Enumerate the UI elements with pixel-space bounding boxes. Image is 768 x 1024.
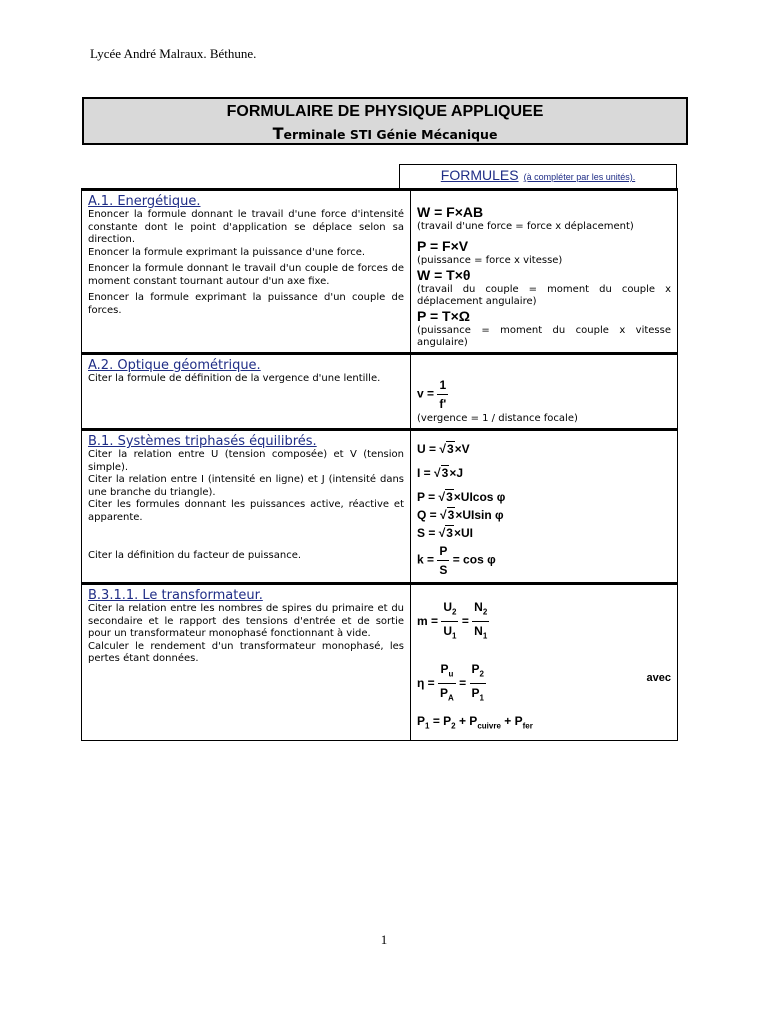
formula-rhs: ×UI	[453, 526, 473, 540]
numerator	[438, 660, 456, 684]
formula: P = F×V	[417, 238, 469, 254]
subtitle-rest: erminale STI Génie Mécanique	[283, 127, 498, 142]
formula	[417, 506, 671, 524]
formula-table	[81, 188, 678, 741]
question: Enoncer la formule exprimant la puissance d'une force.	[88, 246, 366, 258]
formula	[417, 524, 671, 542]
b311-formulas	[411, 584, 678, 741]
formula-lhs: η =	[417, 675, 435, 690]
formula: W = F×AB	[417, 204, 484, 220]
b311-questions	[82, 584, 411, 741]
b1-formulas	[411, 430, 678, 584]
formula: η = $\frac{P_u}{P_A}$ = $\frac{P_2}{P_1}$ avec	[417, 660, 671, 708]
subscript: 1	[482, 631, 488, 641]
fraction	[472, 598, 489, 646]
formules-note: (à compléter par les unités).	[523, 172, 636, 182]
numerator	[441, 598, 458, 622]
formula-rhs: = cos φ	[452, 552, 496, 567]
subscript: 2	[479, 669, 484, 679]
denominator: S	[439, 563, 448, 577]
radicand: 3	[446, 490, 453, 504]
subscript: 1	[425, 720, 430, 730]
symbol: U	[443, 600, 453, 614]
section-a2	[82, 354, 678, 430]
sqrt: √3	[434, 466, 449, 480]
formula-rhs: ×UIsin φ	[455, 508, 504, 522]
formula: m = $\frac{U_2}{U_1}$ = $\frac{N_2}{N_1}$	[417, 598, 671, 646]
school-name: Lycée André Malraux. Béthune.	[90, 46, 257, 61]
radicand: 3	[446, 526, 453, 540]
symbol: U	[443, 624, 453, 639]
denominator: f'	[439, 397, 447, 411]
section-b311	[82, 584, 678, 741]
formules-label: FORMULES	[440, 167, 519, 183]
formules-header	[399, 164, 677, 188]
sqrt: √3	[439, 442, 454, 456]
a1-formulas	[411, 190, 678, 354]
subscript: 2	[482, 607, 488, 617]
formula	[417, 464, 671, 482]
subscript: fer	[522, 720, 533, 730]
section-title: A.1. Energétique.	[88, 194, 201, 209]
subscript: A	[448, 693, 454, 703]
avec-label: avec	[646, 671, 671, 684]
title-box	[82, 97, 688, 145]
question: Citer la formule de définition de la vergence d'une lentille.	[88, 373, 381, 384]
subscript: 1	[452, 631, 457, 641]
formula-lhs: v =	[417, 386, 435, 401]
numerator	[470, 660, 486, 684]
formula	[417, 440, 671, 458]
formula-note: (vergence = 1 / distance focale)	[417, 413, 578, 424]
subscript: 2	[451, 720, 456, 730]
formula-rhs: ×V	[454, 442, 470, 456]
formula-note: (travail du couple = moment du couple x déplacement angulaire)	[417, 284, 671, 307]
radicand: 3	[447, 508, 455, 522]
question: Citer la définition du facteur de puissance.	[88, 550, 302, 561]
denominator	[470, 684, 486, 707]
page-number: 1	[380, 932, 388, 947]
symbol: + P	[504, 713, 523, 728]
numerator: 1	[437, 376, 448, 395]
formula	[417, 488, 671, 506]
symbol: N	[474, 624, 483, 639]
question: Citer la relation entre les nombres de spires du primaire et du secondaire et le rapport des tensions d'entrée et de sortie pour un transformateur monophasé fonctionnant à vide.	[88, 603, 404, 639]
sqrt: √3	[440, 508, 455, 522]
formula-note: (travail d'une force = force x déplacement)	[417, 221, 634, 232]
document-title: FORMULAIRE DE PHYSIQUE APPLIQUEE	[226, 103, 544, 120]
subscript: u	[448, 669, 454, 679]
symbol: + P	[458, 713, 478, 728]
b1-questions	[82, 430, 411, 584]
symbol: P	[471, 686, 480, 701]
question: Calculer le rendement d'un transformateur monophasé, les pertes étant données.	[88, 640, 404, 664]
symbol: P	[417, 713, 426, 728]
numerator: P	[437, 542, 449, 561]
question: Enoncer la formule exprimant la puissance d'un couple de forces.	[88, 292, 404, 316]
formula-note: (puissance = force x vitesse)	[417, 255, 563, 266]
section-title: B.1. Systèmes triphasés équilibrés.	[88, 434, 317, 449]
question: Enoncer la formule donnant le travail d'une force d'intensité constante dont le point d'application se déplace selon sa direction.	[88, 209, 404, 245]
section-b1	[82, 430, 678, 584]
question: Citer la relation entre U (tension composée) et V (tension simple).	[88, 449, 404, 473]
sqrt: √3	[438, 490, 453, 504]
denominator	[438, 684, 456, 707]
formula-lhs: S =	[417, 526, 436, 540]
formula-lhs: Q =	[417, 508, 437, 522]
symbol: P	[440, 661, 449, 676]
formula-rhs: ×J	[449, 466, 463, 480]
symbol: P	[471, 661, 480, 676]
formula: W = T×θ	[417, 267, 471, 283]
formula-lhs: U =	[417, 442, 437, 456]
a1-questions	[82, 190, 411, 354]
section-title: B.3.1.1. Le transformateur.	[88, 588, 263, 603]
subscript: 2	[452, 607, 457, 617]
subtitle-initial: T	[272, 124, 284, 143]
a2-formulas	[411, 354, 678, 430]
numerator	[472, 598, 489, 622]
fraction	[437, 376, 448, 413]
formula	[417, 376, 671, 413]
subscript: cuivre	[477, 720, 501, 730]
a2-questions	[82, 354, 411, 430]
denominator	[441, 622, 458, 645]
formula	[417, 712, 671, 735]
formula-lhs: P =	[417, 490, 436, 504]
document-subtitle	[84, 124, 686, 143]
question: Citer les formules donnant les puissances active, réactive et apparente.	[88, 499, 404, 523]
radicand: 3	[441, 466, 449, 480]
question: Citer la relation entre I (intensité en ligne) et J (intensité dans une branche du triangle).	[88, 474, 404, 498]
symbol: = P	[432, 713, 452, 728]
formula-lhs: I =	[417, 466, 431, 480]
fraction	[441, 598, 458, 646]
formula-lhs: k =	[417, 552, 435, 567]
fraction	[438, 660, 456, 708]
denominator	[472, 622, 489, 645]
question: Enoncer la formule donnant le travail d'un couple de forces de moment constant tournant autour d'un axe fixe.	[88, 263, 404, 287]
section-title: A.2. Optique géométrique.	[88, 358, 261, 373]
radicand: 3	[446, 442, 454, 456]
fraction	[437, 542, 449, 579]
fraction	[470, 660, 486, 708]
formula: P = T×Ω	[417, 308, 470, 324]
sqrt: √3	[438, 526, 453, 540]
symbol: N	[474, 600, 483, 614]
section-a1	[82, 190, 678, 354]
formula-rhs: ×UIcos φ	[453, 490, 506, 504]
formula-lhs: m =	[417, 614, 439, 629]
formula	[417, 542, 671, 579]
symbol: P	[440, 686, 449, 701]
formula-note: (puissance = moment du couple x vitesse angulaire)	[417, 325, 671, 348]
subscript: 1	[479, 693, 484, 703]
